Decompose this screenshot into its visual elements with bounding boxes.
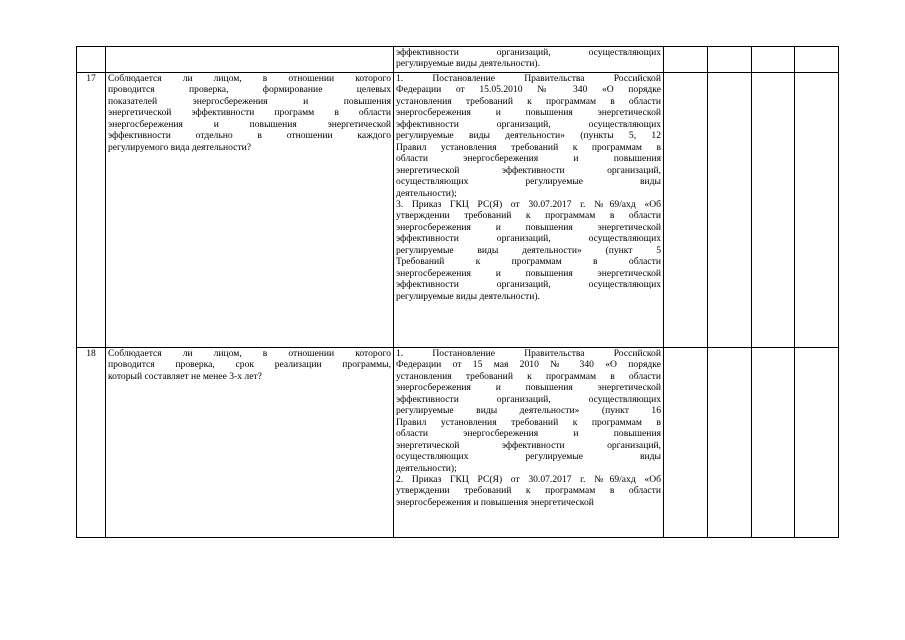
row-number-cell: 18 [77,348,106,538]
answer-yes-cell [664,73,708,348]
legal-reference-cell [394,348,664,538]
reference-text-line: энергосбережения и повышения энергетической [396,267,661,279]
reference-text-line: установления требований к программам в области [396,370,661,382]
reference-text-line: энергосбережения и повышения энергетической [396,382,661,394]
reference-text-line: области энергосбережения и повышения [396,153,661,165]
answer-no-cell [708,348,752,538]
answer-no-cell [708,47,752,73]
reference-text-line: Федерации от 15.05.2010 № 340 «О порядке [396,84,661,96]
table-row [77,348,839,538]
question-text-line: проводится проверка, формирование целевых [108,84,391,96]
reference-text-line: 3. Приказ ГКЦ РС(Я) от 30.07.2017 г. №69/ахд «Об [396,198,661,210]
notes-cell [795,73,839,348]
question-text-line: эффективности отдельно в отношении каждого [108,130,391,142]
reference-text-line: деятельности); [396,187,457,199]
reference-paragraph [396,348,661,474]
table-row [77,73,839,348]
reference-text-line: энергосбережения и повышения энергетической [396,496,594,508]
reference-text-line: регулируемые виды деятельности). [396,58,540,70]
reference-text-line: регулируемые виды деятельности» (пункт 16 [396,405,661,417]
reference-text-line: деятельности); [396,462,457,474]
table-row [77,47,839,73]
question-text-line: энергосбережения и повышения энергетической [108,118,391,130]
reference-text-line: 1. Постановление Правительства Российской [396,73,661,84]
reference-text-line: энергосбережения и повышения энергетической [396,107,661,119]
checklist-table-body [77,47,839,538]
answer-yes-cell [664,47,708,73]
question-text-line: регулируемого вида деятельности? [108,141,252,153]
reference-text-line: регулируемые виды деятельности» (пункт 5 [396,244,661,256]
answer-yes-cell [664,348,708,538]
answer-not-applicable-cell [752,348,795,538]
reference-paragraph [396,47,661,70]
answer-not-applicable-cell [752,73,795,348]
answer-no-cell [708,73,752,348]
question-text-line: энергетической эффективности программ в области [108,107,391,119]
row-number-cell [77,47,106,73]
reference-text-line: 1. Постановление Правительства Российской [396,348,661,359]
reference-text-line: эффективности организаций, осуществляющих [396,393,661,405]
reference-text-line: утверждении требований к программам в области [396,485,661,497]
reference-text-line: осуществляющих регулируемые виды [396,176,661,188]
reference-text-line: эффективности организаций, осуществляющих [396,233,661,245]
reference-text-line: Федерации от 15 мая 2010 № 340 «О порядке [396,359,661,371]
reference-text-line: Требований к программам в области [396,256,661,268]
reference-text-line: утверждении требований к программам в области [396,210,661,222]
reference-text-line: 2. Приказ ГКЦ РС(Я) от 30.07.2017 г. №69/ахд «Об [396,473,661,485]
requirement-question-cell [106,47,394,73]
reference-text-line: установления требований к программам в области [396,95,661,107]
reference-text-line: регулируемые виды деятельности» (пункты 5, 12 [396,130,661,142]
question-text-line: Соблюдается ли лицом, в отношении которого [108,348,391,359]
reference-text-line: энергосбережения и повышения энергетической [396,221,661,233]
legal-reference-cell [394,47,664,73]
reference-text-line: Правил установления требований к программам в [396,141,661,153]
requirement-question-cell [106,348,394,538]
reference-text-line: области энергосбережения и повышения [396,428,661,440]
notes-cell [795,47,839,73]
reference-text-line: регулируемые виды деятельности). [396,290,540,302]
reference-text-line: осуществляющих регулируемые виды [396,451,661,463]
legal-reference-cell [394,73,664,348]
checklist-table [76,46,839,538]
reference-text-line: энергетической эффективности организаций, [396,164,661,176]
row-number-cell: 17 [77,73,106,348]
question-text-line: который составляет не менее 3-х лет? [108,370,262,382]
reference-text-line: эффективности организаций, осуществляющих [396,47,661,58]
reference-paragraph [396,73,661,199]
notes-cell [795,348,839,538]
reference-paragraph [396,474,661,508]
requirement-question-cell [106,73,394,348]
question-text-line: проводится проверка, срок реализации программы, [108,359,391,371]
reference-text-line: эффективности организаций, осуществляющих [396,279,661,291]
reference-text-line: эффективности организаций, осуществляющих [396,118,661,130]
reference-text-line: Правил установления требований к программам в [396,416,661,428]
reference-paragraph [396,199,661,302]
question-text-line: Соблюдается ли лицом, в отношении которого [108,73,391,84]
answer-not-applicable-cell [752,47,795,73]
reference-text-line: энергетической эффективности организаций, [396,439,661,451]
question-text-line: показателей энергосбережения и повышения [108,95,391,107]
